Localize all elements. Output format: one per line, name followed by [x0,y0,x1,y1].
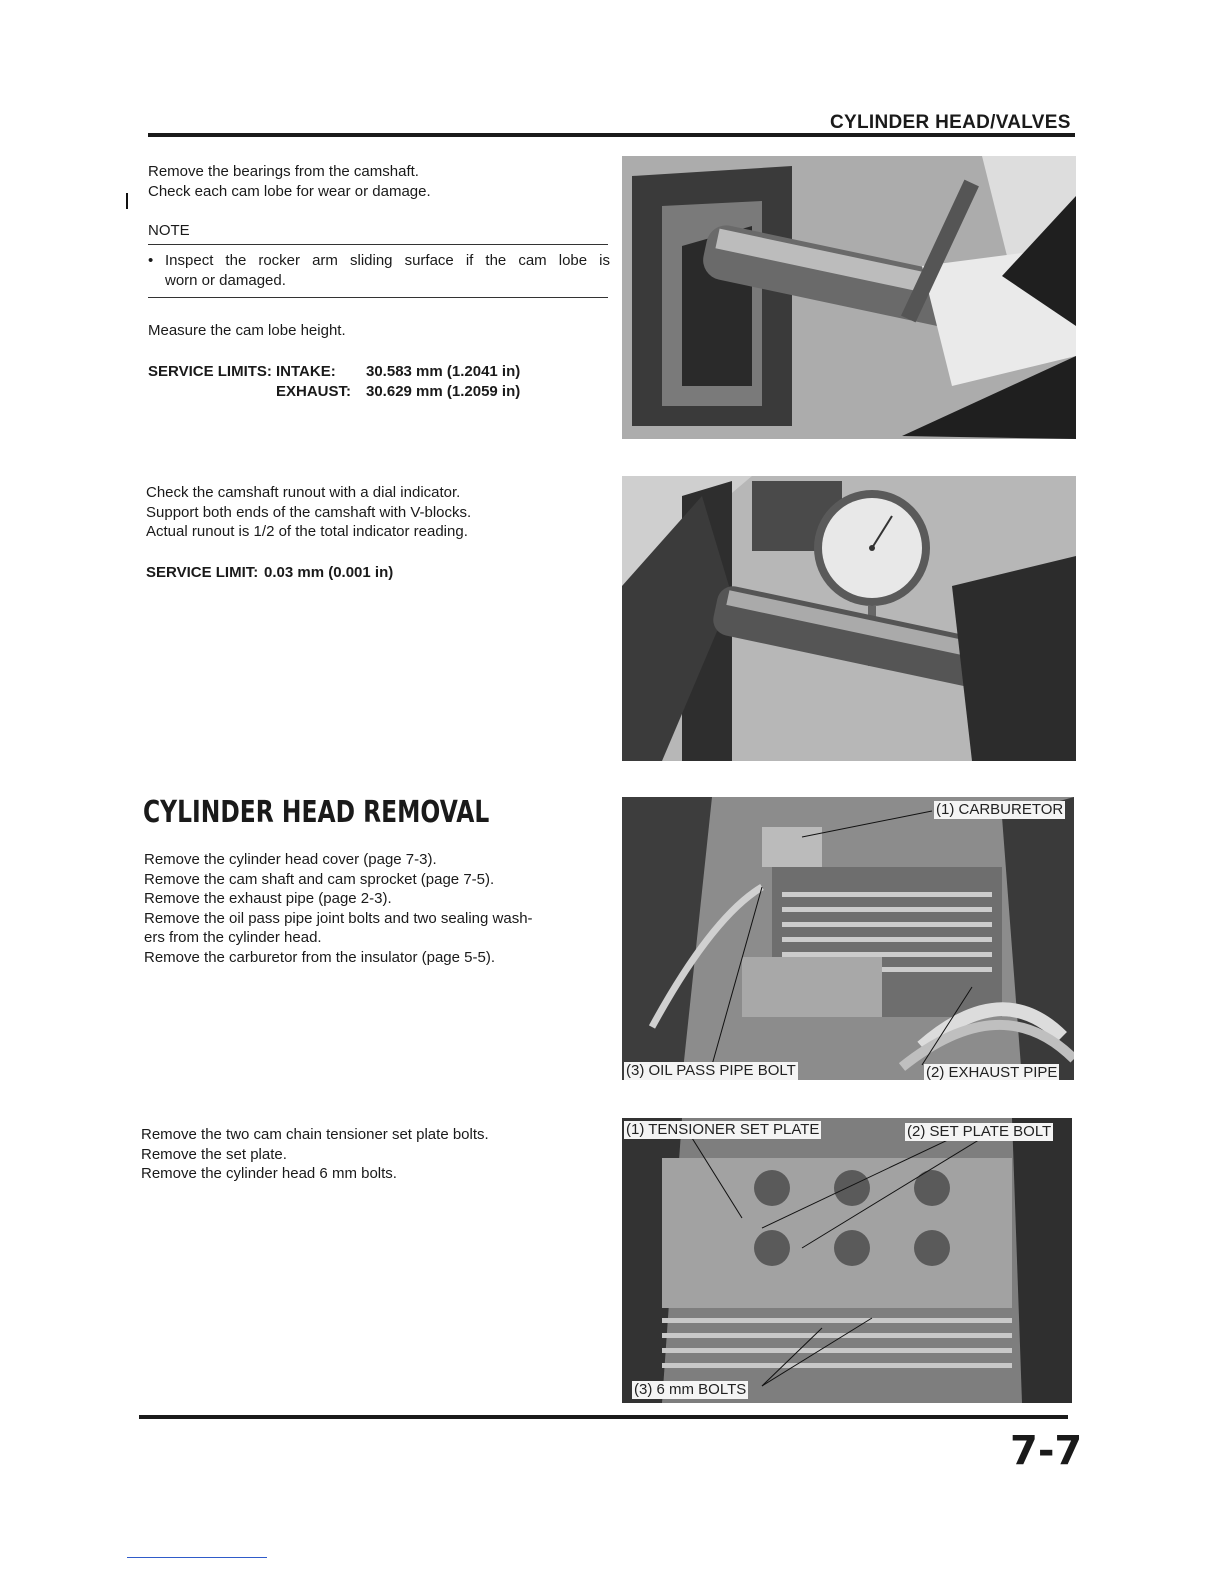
text-line: Remove the oil pass pipe joint bolts and two sealing wash- [144,909,533,927]
note-top-rule [148,244,608,245]
note-title: NOTE [148,222,190,239]
label-set-plate-bolt: (2) SET PLATE BOLT [907,1123,1052,1140]
margin-mark [126,193,128,209]
text-line: Check the camshaft runout with a dial indicator. [146,484,461,501]
label-6mm-bolts: (3) 6 mm BOLTS [634,1381,747,1398]
section-header-title: CYLINDER HEAD/VALVES [830,112,1071,133]
exhaust-value: 30.629 mm (1.2059 in) [366,383,521,400]
photo-cylinder-head-tensioner [622,1118,1072,1403]
runout-limit-label: SERVICE LIMIT: [146,564,259,581]
text-line: Support both ends of the camshaft with V-blocks. [146,503,472,521]
text-line: Remove the carburetor from the insulator (page 5-5). [144,948,495,966]
intake-value: 30.583 mm (1.2041 in) [366,363,521,380]
text-line: Remove the bearings from the camshaft. [148,163,419,180]
exhaust-label: EXHAUST: [276,383,352,400]
label-tensioner-set-plate: (1) TENSIONER SET PLATE [626,1121,820,1138]
text-line: ers from the cylinder head. [144,929,322,946]
page-number: 7-7 [1010,1428,1083,1474]
photo-cam-lobe-measurement [622,156,1076,439]
text-line: Check each cam lobe for wear or damage. [148,182,431,200]
text-line: Remove the cam shaft and cam sprocket (page 7-5). [144,870,495,888]
text-line: Remove the two cam chain tensioner set plate bolts. [141,1126,489,1143]
note-bottom-rule [148,297,608,298]
photo-engine-carburetor [622,797,1074,1080]
tensioner-instructions [141,1125,606,1184]
note-text-line-1: Inspect the rocker arm sliding surface if the cam lobe is [165,252,610,269]
section-heading: CYLINDER HEAD REMOVAL [143,795,490,830]
runout-limit-value: 0.03 mm (0.001 in) [264,564,394,581]
removal-instructions [144,850,609,967]
label-carburetor: (1) CARBURETOR [936,801,1064,818]
text-line: Remove the cylinder head cover (page 7-3). [144,851,437,868]
text-line: Remove the set plate. [141,1145,287,1163]
runout-instructions [146,483,606,542]
label-oil-pass-pipe-bolt: (3) OIL PASS PIPE BOLT [626,1062,796,1079]
service-limits-label: SERVICE LIMITS: [148,363,272,380]
photo-dial-indicator [622,476,1076,761]
footer-accent-line [127,1557,267,1558]
intake-label: INTAKE: [276,363,336,380]
header-rule [148,133,1075,137]
text-line: Remove the exhaust pipe (page 2-3). [144,890,392,907]
note-text-line-2: worn or damaged. [165,272,286,289]
label-exhaust-pipe: (2) EXHAUST PIPE [926,1064,1058,1080]
measure-instruction: Measure the cam lobe height. [148,322,346,339]
cam-lobe-intro [148,162,608,201]
text-line: Actual runout is 1/2 of the total indicator reading. [146,523,468,540]
note-bullet: • [148,252,154,269]
footer-rule [139,1415,1068,1419]
text-line: Remove the cylinder head 6 mm bolts. [141,1165,397,1182]
